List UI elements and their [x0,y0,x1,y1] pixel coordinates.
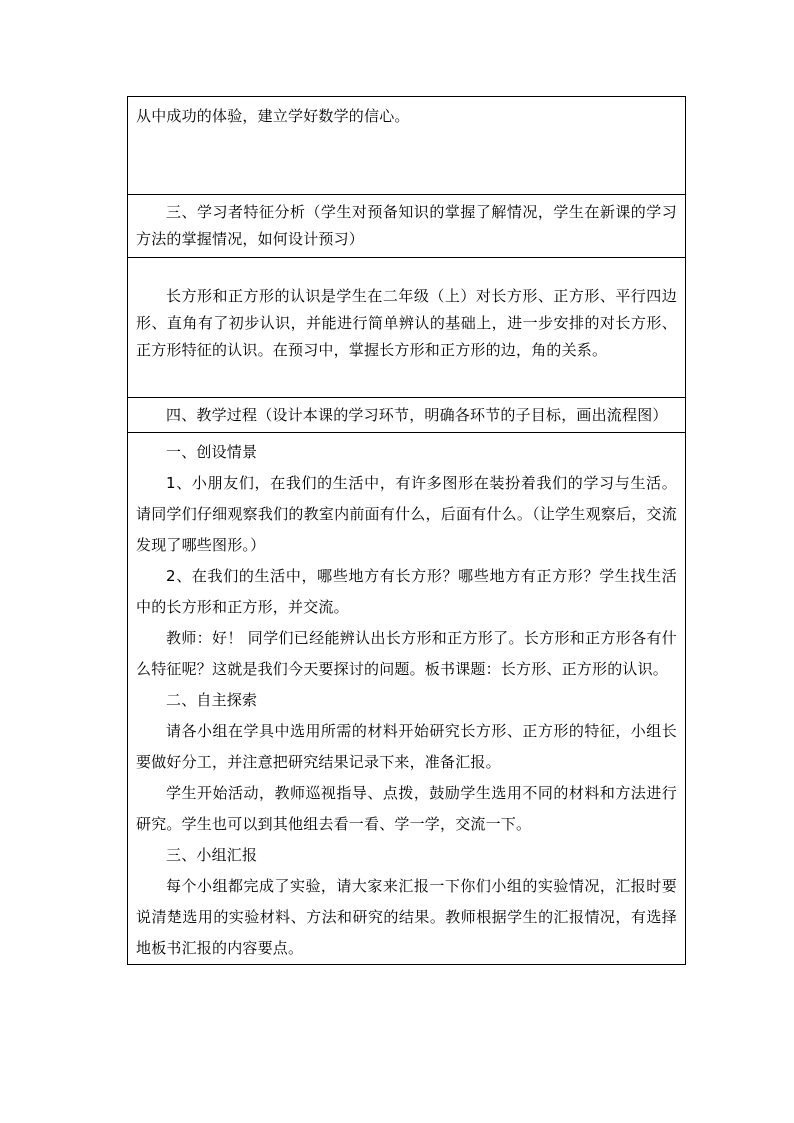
step1-heading: 一、创设情景 [166,443,258,461]
teaching-process-content-cell [128,433,685,964]
step1-paragraph-3: 教师：好！ 同学们已经能辨认出长方形和正方形了。长方形和正方形各有什么特征呢？这就是我们今天要探讨的问题。板书课题：长方形、正方形的认识。 [136,629,677,678]
learner-analysis-content-cell [128,258,685,398]
step1-paragraph-2: 2、在我们的生活中，哪些地方有长方形？哪些地方有正方形？学生找生活中的长方形和正方形，并交流。 [136,567,677,616]
teaching-process-heading-cell [128,398,685,433]
lesson-plan-table [127,96,686,965]
teaching-process-heading: 四、教学过程（设计本课的学习环节，明确各环节的子目标，画出流程图） [166,406,668,424]
step2-heading: 二、自主探索 [166,691,258,709]
step3-paragraph-1: 每个小组都完成了实验，请大家来汇报一下你们小组的实验情况，汇报时要说清楚选用的实验材料、方法和研究的结果。教师根据学生的汇报情况，有选择地板书汇报的内容要点。 [136,877,677,957]
step1-paragraph-1: 1、小朋友们，在我们的生活中，有许多图形在装扮着我们的学习与生活。请同学们仔细观察我们的教室内前面有什么，后面有什么。（让学生观察后，交流发现了哪些图形。） [136,474,677,554]
objectives-continuation-cell [128,97,685,195]
objectives-continuation-text: 从中成功的体验，建立学好数学的信心。 [136,107,410,125]
step2-paragraph-2: 学生开始活动，教师巡视指导、点拨，鼓励学生选用不同的材料和方法进行研究。学生也可以到其他组去看一看、学一学，交流一下。 [136,784,677,833]
step2-paragraph-1: 请各小组在学具中选用所需的材料开始研究长方形、正方形的特征，小组长要做好分工，并注意把研究结果记录下来，准备汇报。 [136,722,677,771]
learner-analysis-heading-cell [128,195,685,258]
learner-analysis-heading: 三、学习者特征分析（学生对预备知识的掌握了解情况，学生在新课的学习方法的掌握情况，如何设计预习） [136,203,677,248]
step3-heading: 三、小组汇报 [166,846,258,864]
learner-analysis-text: 长方形和正方形的认识是学生在二年级（上）对长方形、正方形、平行四边形、直角有了初步认识，并能进行简单辨认的基础上，进一步安排的对长方形、正方形特征的认识。在预习中，掌握长方形和正方形的边，角的关系。 [136,287,677,359]
